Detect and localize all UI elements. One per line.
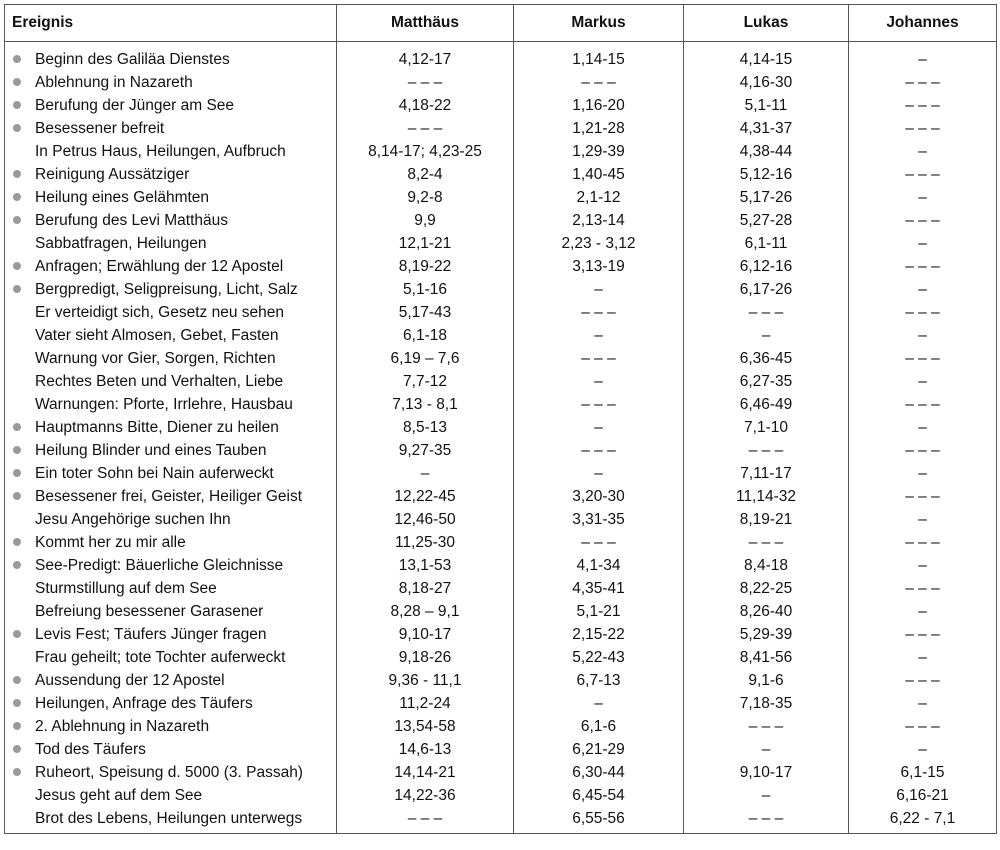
event-cell <box>5 42 337 72</box>
bullet-icon <box>13 239 21 247</box>
matthew-ref: 9,10-17 <box>337 623 514 646</box>
bullet-icon <box>13 676 21 684</box>
table-row <box>5 439 997 462</box>
mark-ref: 1,16-20 <box>514 94 684 117</box>
event-cell <box>5 531 337 554</box>
bullet-icon <box>13 607 21 615</box>
luke-ref: 4,38-44 <box>684 140 849 163</box>
event-label: 2. Ablehnung in Nazareth <box>35 718 210 735</box>
matthew-ref: – – – <box>337 117 514 140</box>
luke-ref: 9,10-17 <box>684 761 849 784</box>
event-cell <box>5 554 337 577</box>
event-label: Ablehnung in Nazareth <box>35 74 193 91</box>
luke-ref: 8,41-56 <box>684 646 849 669</box>
john-ref: – – – <box>849 94 997 117</box>
event-cell <box>5 278 337 301</box>
event-label: Er verteidigt sich, Gesetz neu sehen <box>35 304 284 321</box>
mark-ref: 2,1-12 <box>514 186 684 209</box>
bullet-icon <box>13 147 21 155</box>
john-ref: – – – <box>849 163 997 186</box>
event-label: Vater sieht Almosen, Gebet, Fasten <box>35 327 279 344</box>
bullet-icon <box>13 584 21 592</box>
event-label: Sabbatfragen, Heilungen <box>35 235 207 252</box>
luke-ref: – – – <box>684 715 849 738</box>
john-ref: – <box>849 738 997 761</box>
table-body <box>5 42 997 834</box>
mark-ref: 3,13-19 <box>514 255 684 278</box>
table-row <box>5 692 997 715</box>
bullet-icon <box>13 308 21 316</box>
mark-ref: 1,40-45 <box>514 163 684 186</box>
mark-ref: – <box>514 462 684 485</box>
event-label: See-Predigt: Bäuerliche Gleichnisse <box>35 557 284 574</box>
event-label: Besessener befreit <box>35 120 165 137</box>
header-luke: Lukas <box>684 5 849 42</box>
mark-ref: – – – <box>514 347 684 370</box>
bullet-icon <box>13 170 21 178</box>
event-cell <box>5 94 337 117</box>
synopsis-table <box>4 4 997 834</box>
mark-ref: 6,21-29 <box>514 738 684 761</box>
table-row <box>5 669 997 692</box>
matthew-ref: 9,2-8 <box>337 186 514 209</box>
john-ref: – <box>849 554 997 577</box>
event-cell <box>5 508 337 531</box>
luke-ref: 6,12-16 <box>684 255 849 278</box>
event-cell <box>5 117 337 140</box>
matthew-ref: 12,46-50 <box>337 508 514 531</box>
event-label: Ein toter Sohn bei Nain auferweckt <box>35 465 274 482</box>
event-cell <box>5 140 337 163</box>
luke-ref: 6,1-11 <box>684 232 849 255</box>
mark-ref: 1,21-28 <box>514 117 684 140</box>
bullet-icon <box>13 193 21 201</box>
bullet-icon <box>13 124 21 132</box>
john-ref: – – – <box>849 347 997 370</box>
event-cell <box>5 600 337 623</box>
table-row <box>5 600 997 623</box>
matthew-ref: 14,14-21 <box>337 761 514 784</box>
mark-ref: – <box>514 692 684 715</box>
bullet-icon <box>13 745 21 753</box>
matthew-ref: – – – <box>337 807 514 834</box>
event-cell <box>5 485 337 508</box>
matthew-ref: 4,18-22 <box>337 94 514 117</box>
table-row <box>5 554 997 577</box>
mark-ref: 1,29-39 <box>514 140 684 163</box>
event-label: Berufung des Levi Matthäus <box>35 212 229 229</box>
event-label: Rechtes Beten und Verhalten, Liebe <box>35 373 284 390</box>
luke-ref: 6,17-26 <box>684 278 849 301</box>
luke-ref: – – – <box>684 439 849 462</box>
mark-ref: – <box>514 324 684 347</box>
table-row <box>5 324 997 347</box>
bullet-icon <box>13 492 21 500</box>
bullet-icon <box>13 101 21 109</box>
event-cell <box>5 416 337 439</box>
luke-ref: 11,14-32 <box>684 485 849 508</box>
matthew-ref: 12,22-45 <box>337 485 514 508</box>
mark-ref: 6,7-13 <box>514 669 684 692</box>
bullet-icon <box>13 216 21 224</box>
mark-ref: 3,31-35 <box>514 508 684 531</box>
bullet-icon <box>13 630 21 638</box>
event-label: Tod des Täufers <box>35 741 146 758</box>
john-ref: – – – <box>849 577 997 600</box>
matthew-ref: 9,36 - 11,1 <box>337 669 514 692</box>
john-ref: – – – <box>849 71 997 94</box>
matthew-ref: 9,9 <box>337 209 514 232</box>
table-row <box>5 531 997 554</box>
mark-ref: 3,20-30 <box>514 485 684 508</box>
john-ref: – <box>849 186 997 209</box>
luke-ref: 5,29-39 <box>684 623 849 646</box>
john-ref: – <box>849 462 997 485</box>
bullet-icon <box>13 446 21 454</box>
event-label: Levis Fest; Täufers Jünger fragen <box>35 626 267 643</box>
bullet-icon <box>13 653 21 661</box>
mark-ref: 2,13-14 <box>514 209 684 232</box>
john-ref: – – – <box>849 439 997 462</box>
john-ref: – – – <box>849 485 997 508</box>
john-ref: – <box>849 232 997 255</box>
luke-ref: 5,12-16 <box>684 163 849 186</box>
event-label: Heilung eines Gelähmten <box>35 189 210 206</box>
mark-ref: 1,14-15 <box>514 42 684 72</box>
mark-ref: 6,30-44 <box>514 761 684 784</box>
table-row <box>5 42 997 72</box>
event-cell <box>5 577 337 600</box>
table-row <box>5 255 997 278</box>
table-row <box>5 94 997 117</box>
bullet-icon <box>13 354 21 362</box>
luke-ref: 4,31-37 <box>684 117 849 140</box>
luke-ref: 8,19-21 <box>684 508 849 531</box>
event-label: Kommt her zu mir alle <box>35 534 186 551</box>
mark-ref: – <box>514 370 684 393</box>
header-mark: Markus <box>514 5 684 42</box>
header-matthew: Matthäus <box>337 5 514 42</box>
event-cell <box>5 623 337 646</box>
table-row <box>5 646 997 669</box>
event-label: Heilungen, Anfrage des Täufers <box>35 695 253 712</box>
john-ref: – – – <box>849 393 997 416</box>
john-ref: – – – <box>849 209 997 232</box>
table-row <box>5 807 997 834</box>
table-row <box>5 71 997 94</box>
table-row <box>5 508 997 531</box>
table-row <box>5 462 997 485</box>
john-ref: – <box>849 140 997 163</box>
bullet-icon <box>13 722 21 730</box>
table-row <box>5 209 997 232</box>
matthew-ref: 8,14-17; 4,23-25 <box>337 140 514 163</box>
luke-ref: 8,26-40 <box>684 600 849 623</box>
event-label: Jesu Angehörige suchen Ihn <box>35 511 231 528</box>
event-cell <box>5 232 337 255</box>
john-ref: – <box>849 508 997 531</box>
event-cell <box>5 439 337 462</box>
matthew-ref: 8,18-27 <box>337 577 514 600</box>
luke-ref: 4,16-30 <box>684 71 849 94</box>
mark-ref: – <box>514 416 684 439</box>
event-label: Brot des Lebens, Heilungen unterwegs <box>35 810 303 827</box>
luke-ref: – <box>684 324 849 347</box>
matthew-ref: – – – <box>337 71 514 94</box>
table-row <box>5 761 997 784</box>
event-cell <box>5 370 337 393</box>
john-ref: – – – <box>849 715 997 738</box>
luke-ref: 7,18-35 <box>684 692 849 715</box>
luke-ref: 6,36-45 <box>684 347 849 370</box>
event-cell <box>5 255 337 278</box>
mark-ref: 2,23 - 3,12 <box>514 232 684 255</box>
matthew-ref: – <box>337 462 514 485</box>
mark-ref: 6,55-56 <box>514 807 684 834</box>
mark-ref: 4,1-34 <box>514 554 684 577</box>
event-label: Bergpredigt, Seligpreisung, Licht, Salz <box>35 281 298 298</box>
matthew-ref: 11,2-24 <box>337 692 514 715</box>
event-label: Berufung der Jünger am See <box>35 97 235 114</box>
table-row <box>5 715 997 738</box>
matthew-ref: 11,25-30 <box>337 531 514 554</box>
table-row <box>5 784 997 807</box>
john-ref: – – – <box>849 255 997 278</box>
event-label: Heilung Blinder und eines Tauben <box>35 442 267 459</box>
luke-ref: 6,27-35 <box>684 370 849 393</box>
table-row <box>5 623 997 646</box>
matthew-ref: 5,1-16 <box>337 278 514 301</box>
matthew-ref: 4,12-17 <box>337 42 514 72</box>
event-label: Aussendung der 12 Apostel <box>35 672 225 689</box>
event-label: Ruheort, Speisung d. 5000 (3. Passah) <box>35 764 303 781</box>
luke-ref: 9,1-6 <box>684 669 849 692</box>
luke-ref: 5,27-28 <box>684 209 849 232</box>
matthew-ref: 14,22-36 <box>337 784 514 807</box>
luke-ref: 8,22-25 <box>684 577 849 600</box>
table-row <box>5 301 997 324</box>
table-row <box>5 738 997 761</box>
matthew-ref: 6,19 – 7,6 <box>337 347 514 370</box>
table-row <box>5 416 997 439</box>
event-label: Befreiung besessener Garasener <box>35 603 264 620</box>
bullet-icon <box>13 262 21 270</box>
matthew-ref: 7,7-12 <box>337 370 514 393</box>
matthew-ref: 13,1-53 <box>337 554 514 577</box>
mark-ref: 4,35-41 <box>514 577 684 600</box>
header-row <box>5 5 997 42</box>
table-row <box>5 117 997 140</box>
mark-ref: – – – <box>514 531 684 554</box>
bullet-icon <box>13 377 21 385</box>
matthew-ref: 5,17-43 <box>337 301 514 324</box>
matthew-ref: 8,2-4 <box>337 163 514 186</box>
bullet-icon <box>13 768 21 776</box>
table-row <box>5 186 997 209</box>
event-cell <box>5 715 337 738</box>
john-ref: 6,16-21 <box>849 784 997 807</box>
bullet-icon <box>13 78 21 86</box>
john-ref: 6,22 - 7,1 <box>849 807 997 834</box>
event-cell <box>5 646 337 669</box>
mark-ref: – <box>514 278 684 301</box>
bullet-icon <box>13 423 21 431</box>
event-label: Beginn des Galiläa Dienstes <box>35 51 230 68</box>
mark-ref: 5,1-21 <box>514 600 684 623</box>
matthew-ref: 6,1-18 <box>337 324 514 347</box>
event-label: Sturmstillung auf dem See <box>35 580 217 597</box>
event-label: Anfragen; Erwählung der 12 Apostel <box>35 258 284 275</box>
matthew-ref: 8,28 – 9,1 <box>337 600 514 623</box>
event-cell <box>5 163 337 186</box>
event-label: Jesus geht auf dem See <box>35 787 203 804</box>
bullet-icon <box>13 400 21 408</box>
mark-ref: 6,45-54 <box>514 784 684 807</box>
john-ref: – – – <box>849 301 997 324</box>
event-cell <box>5 692 337 715</box>
bullet-icon <box>13 561 21 569</box>
bullet-icon <box>13 285 21 293</box>
event-label: Besessener frei, Geister, Heiliger Geist <box>35 488 303 505</box>
bullet-icon <box>13 515 21 523</box>
luke-ref: 7,1-10 <box>684 416 849 439</box>
luke-ref: – – – <box>684 531 849 554</box>
mark-ref: 5,22-43 <box>514 646 684 669</box>
matthew-ref: 8,19-22 <box>337 255 514 278</box>
event-label: Frau geheilt; tote Tochter auferweckt <box>35 649 286 666</box>
event-cell <box>5 738 337 761</box>
matthew-ref: 12,1-21 <box>337 232 514 255</box>
luke-ref: – – – <box>684 807 849 834</box>
table-row <box>5 140 997 163</box>
table-row <box>5 370 997 393</box>
event-label: In Petrus Haus, Heilungen, Aufbruch <box>35 143 286 160</box>
mark-ref: – – – <box>514 393 684 416</box>
event-cell <box>5 347 337 370</box>
luke-ref: 5,1-11 <box>684 94 849 117</box>
john-ref: – <box>849 324 997 347</box>
john-ref: – – – <box>849 623 997 646</box>
matthew-ref: 14,6-13 <box>337 738 514 761</box>
john-ref: – <box>849 646 997 669</box>
table-row <box>5 163 997 186</box>
table-row <box>5 393 997 416</box>
john-ref: – <box>849 600 997 623</box>
event-cell <box>5 462 337 485</box>
mark-ref: 2,15-22 <box>514 623 684 646</box>
luke-ref: 8,4-18 <box>684 554 849 577</box>
matthew-ref: 13,54-58 <box>337 715 514 738</box>
event-cell <box>5 186 337 209</box>
header-event: Ereignis <box>5 5 337 42</box>
luke-ref: – <box>684 738 849 761</box>
john-ref: – <box>849 42 997 72</box>
event-cell <box>5 209 337 232</box>
table-row <box>5 485 997 508</box>
bullet-icon <box>13 331 21 339</box>
john-ref: – – – <box>849 117 997 140</box>
event-cell <box>5 301 337 324</box>
table-row <box>5 577 997 600</box>
event-cell <box>5 807 337 834</box>
luke-ref: 7,11-17 <box>684 462 849 485</box>
matthew-ref: 8,5-13 <box>337 416 514 439</box>
john-ref: 6,1-15 <box>849 761 997 784</box>
event-cell <box>5 393 337 416</box>
mark-ref: – – – <box>514 71 684 94</box>
bullet-icon <box>13 469 21 477</box>
luke-ref: – <box>684 784 849 807</box>
john-ref: – <box>849 416 997 439</box>
event-cell <box>5 784 337 807</box>
bullet-icon <box>13 55 21 63</box>
luke-ref: – – – <box>684 301 849 324</box>
luke-ref: 6,46-49 <box>684 393 849 416</box>
event-cell <box>5 71 337 94</box>
matthew-ref: 7,13 - 8,1 <box>337 393 514 416</box>
event-cell <box>5 761 337 784</box>
table-row <box>5 232 997 255</box>
matthew-ref: 9,27-35 <box>337 439 514 462</box>
luke-ref: 4,14-15 <box>684 42 849 72</box>
event-label: Warnungen: Pforte, Irrlehre, Hausbau <box>35 396 293 413</box>
john-ref: – – – <box>849 531 997 554</box>
bullet-icon <box>13 699 21 707</box>
john-ref: – <box>849 692 997 715</box>
mark-ref: – – – <box>514 301 684 324</box>
john-ref: – – – <box>849 669 997 692</box>
john-ref: – <box>849 278 997 301</box>
event-cell <box>5 669 337 692</box>
table-row <box>5 347 997 370</box>
bullet-icon <box>13 538 21 546</box>
event-label: Reinigung Aussätziger <box>35 166 190 183</box>
event-label: Hauptmanns Bitte, Diener zu heilen <box>35 419 279 436</box>
mark-ref: 6,1-6 <box>514 715 684 738</box>
event-label: Warnung vor Gier, Sorgen, Richten <box>35 350 276 367</box>
bullet-icon <box>13 791 21 799</box>
mark-ref: – – – <box>514 439 684 462</box>
bullet-icon <box>13 814 21 822</box>
table-row <box>5 278 997 301</box>
event-cell <box>5 324 337 347</box>
luke-ref: 5,17-26 <box>684 186 849 209</box>
header-john: Johannes <box>849 5 997 42</box>
john-ref: – <box>849 370 997 393</box>
matthew-ref: 9,18-26 <box>337 646 514 669</box>
